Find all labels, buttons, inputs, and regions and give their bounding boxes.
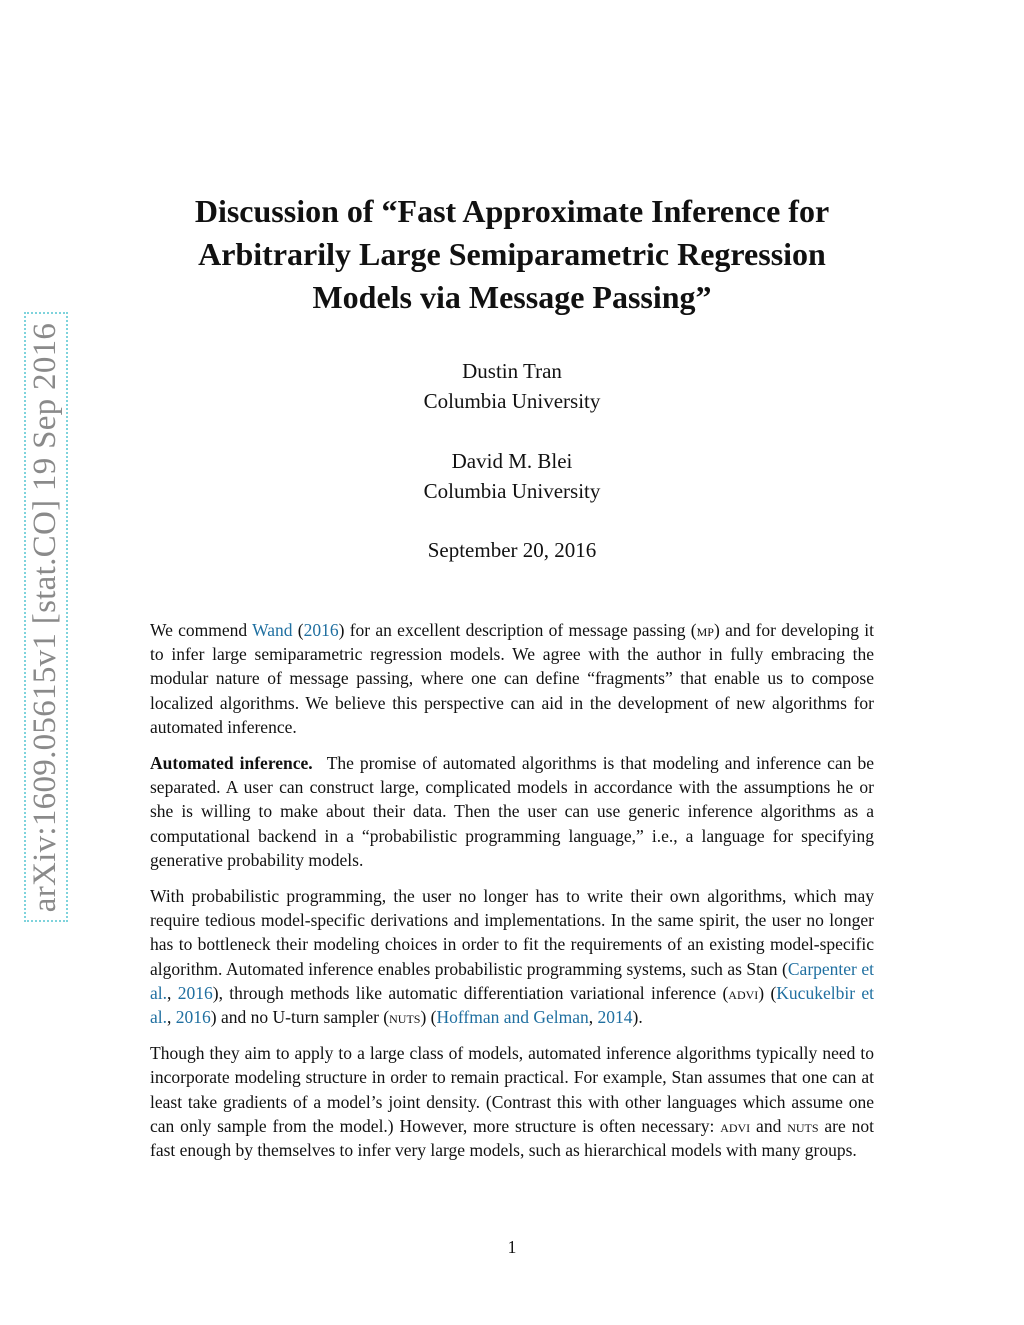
- text-run: ) for an excellent description of message passing (: [338, 620, 697, 640]
- paragraph-structure: [150, 1041, 874, 1162]
- acronym: advi: [728, 982, 759, 1003]
- citation-link[interactable]: 2016: [175, 1007, 211, 1028]
- arxiv-stamp-text: arXiv:1609.05615v1 [stat.CO] 19 Sep 2016: [27, 322, 64, 912]
- citation-link[interactable]: 2016: [303, 620, 339, 640]
- title-line-3: Models via Message Passing”: [312, 279, 712, 315]
- text-run: The promise of automated algorithms is that modeling and inference can be separated. A user can construct large, complicated models in accordance with the assumptions he or she is willing to make about their data. Then the user can use generic inference algorithms as a computational backend in a “probabilistic programming language,” i.e., a language for specifying generative probability models.: [150, 753, 874, 870]
- text-run: ) (: [758, 982, 777, 1003]
- text-run: Though they aim to apply to a large class of models, automated inference algorithms typically need to incorporate modeling structure in order to remain practical. For example, Stan assumes that one can at least take gradients of a model’s joint density. (Contrast this with other languages which assume one can only sample from the model.) However, more structure is often necessary:: [150, 1043, 874, 1136]
- paragraph-automated-inference: [150, 751, 874, 872]
- citation-link[interactable]: 2014: [597, 1007, 633, 1028]
- text-run: ,: [167, 1007, 176, 1028]
- text-run: ,: [167, 982, 178, 1003]
- text-run: With probabilistic programming, the user no longer has to write their own algorithms, which may require tedious model-specific derivations and implementations. In the same spirit, the user no longer has to bottleneck their modeling choices in order to fit the requirements of an existing model-specific algorithm. Automated inference enables probabilistic programming systems, such as Stan (: [150, 886, 874, 979]
- acronym: mp: [696, 620, 714, 640]
- author-name: Dustin Tran: [462, 359, 562, 383]
- acronym: nuts: [787, 1115, 819, 1136]
- citation-link[interactable]: Wand: [252, 620, 293, 640]
- paragraph-heading: Automated inference.: [150, 753, 313, 774]
- text-run: ) and no U-turn sampler (: [210, 1007, 390, 1028]
- citation-link[interactable]: 2016: [177, 982, 213, 1003]
- text-run: ) and for developing it to infer large semiparametric regression models. We agree with the author in fully embracing the modular nature of message passing, where one can define “fragments” that enable us to compose localized algorithms. We believe this perspective can aid in the development of new algorithms for automated inference.: [150, 620, 875, 737]
- text-run: ).: [632, 1007, 643, 1028]
- paragraph-probabilistic-programming: [150, 884, 874, 1029]
- title-line-2: Arbitrarily Large Semiparametric Regression: [198, 236, 826, 272]
- text-run: and: [750, 1115, 788, 1136]
- author-affiliation: Columbia University: [423, 389, 601, 413]
- title-line-1: Discussion of “Fast Approximate Inference for: [194, 193, 830, 229]
- text-run: are not fast enough by themselves to infer very large models, such as hierarchical models with many groups.: [150, 1115, 874, 1161]
- citation-link[interactable]: Carpenter et al.: [150, 958, 874, 1003]
- author-block: [150, 446, 874, 506]
- text-run: (: [292, 620, 304, 640]
- text-run: ), through methods like automatic differentiation variational inference (: [212, 982, 729, 1003]
- author-affiliation: Columbia University: [423, 479, 601, 503]
- acronym: nuts: [389, 1007, 421, 1028]
- paper-body: [150, 618, 874, 1174]
- arxiv-stamp: [24, 312, 68, 922]
- paper-date: September 20, 2016: [427, 538, 597, 562]
- citation-link[interactable]: Hoffman and Gelman: [436, 1007, 589, 1028]
- paper-title: [150, 190, 874, 319]
- page-number: 1: [507, 1237, 517, 1257]
- text-run: ,: [588, 1007, 598, 1028]
- text-run: We commend: [150, 620, 253, 640]
- author-name: David M. Blei: [451, 449, 573, 473]
- author-block: [150, 356, 874, 416]
- paragraph-intro: [150, 618, 874, 739]
- acronym: advi: [720, 1115, 751, 1136]
- citation-link[interactable]: Kucukelbir et al.: [150, 982, 875, 1028]
- text-run: ) (: [420, 1007, 437, 1028]
